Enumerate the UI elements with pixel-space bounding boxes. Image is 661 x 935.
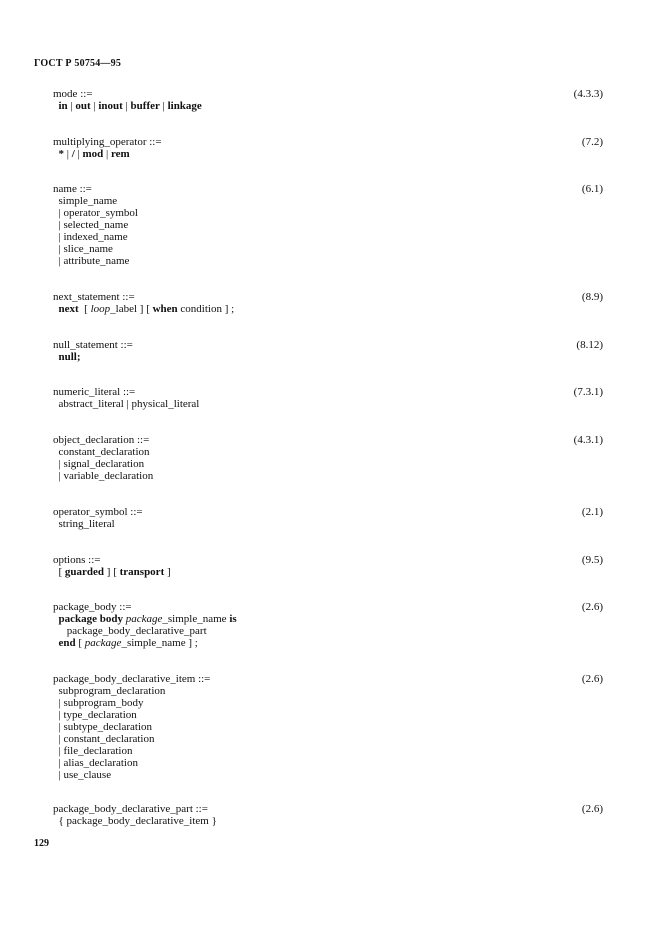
italic-prefix: package — [125, 613, 163, 625]
rule-line — [53, 745, 613, 757]
keyword: guarded — [64, 566, 105, 578]
rule-line — [53, 733, 613, 745]
rule-name: object_declaration ::= — [53, 434, 150, 446]
rule-body — [53, 398, 613, 410]
rule-ref: (4.3.3) — [573, 88, 603, 100]
rule-1 — [53, 136, 613, 160]
rule-line — [53, 398, 613, 410]
keyword: in — [53, 100, 68, 112]
rule-body — [53, 815, 613, 827]
text-run: | — [64, 148, 72, 160]
text-run: ] [ — [104, 566, 120, 578]
rule-line — [53, 470, 613, 482]
rule-name: numeric_literal ::= — [53, 386, 136, 398]
text-run: | constant_declaration — [53, 733, 155, 745]
rule-name: package_body_declarative_part ::= — [53, 803, 208, 815]
rule-body — [53, 685, 613, 781]
text-run: | — [67, 100, 76, 112]
rule-line — [53, 518, 613, 530]
keyword: * — [53, 148, 64, 160]
keyword: is — [229, 613, 237, 625]
text-run: constant_declaration — [53, 446, 150, 458]
text-run: | indexed_name — [53, 231, 128, 243]
rule-ref: (4.3.1) — [573, 434, 603, 446]
text-run: | — [159, 100, 168, 112]
rule-0 — [53, 88, 613, 112]
text-run: simple_name — [53, 195, 118, 207]
rule-name: next_statement ::= — [53, 291, 135, 303]
rule-line — [53, 769, 613, 781]
rule-line — [53, 685, 613, 697]
rule-line — [53, 231, 613, 243]
rule-ref: (7.3.1) — [573, 386, 603, 398]
rule-4 — [53, 339, 613, 363]
text-run: | type_declaration — [53, 709, 137, 721]
keyword: null; — [53, 351, 81, 363]
rule-6 — [53, 434, 613, 482]
rule-line — [53, 207, 613, 219]
text-run: | use_clause — [53, 769, 112, 781]
text-run: | slice_name — [53, 243, 113, 255]
text-run: | attribute_name — [53, 255, 130, 267]
rule-8 — [53, 554, 613, 578]
rule-name: name ::= — [53, 183, 92, 195]
rule-3 — [53, 291, 613, 315]
rule-ref: (9.5) — [581, 554, 603, 566]
keyword: when — [152, 303, 178, 315]
text-run: ] — [164, 566, 171, 578]
rule-name: null_statement ::= — [53, 339, 133, 351]
rule-line — [53, 721, 613, 733]
rule-body — [53, 303, 613, 315]
rule-line — [53, 458, 613, 470]
rule-10 — [53, 673, 613, 781]
rule-line — [53, 100, 613, 112]
text-run: | alias_declaration — [53, 757, 138, 769]
rule-5 — [53, 386, 613, 410]
rule-ref: (2.6) — [581, 673, 603, 685]
text-run: _simple_name — [162, 613, 230, 625]
rule-ref: (6.1) — [581, 183, 603, 195]
text-run: string_literal — [53, 518, 115, 530]
keyword: / — [71, 148, 75, 160]
rule-2 — [53, 183, 613, 267]
rule-line — [53, 446, 613, 458]
rule-ref: (2.1) — [581, 506, 603, 518]
text-run: _label ] [ — [110, 303, 153, 315]
text-run: | — [90, 100, 99, 112]
rule-name: mode ::= — [53, 88, 93, 100]
rule-line — [53, 219, 613, 231]
text-run: | selected_name — [53, 219, 129, 231]
keyword: next — [53, 303, 79, 315]
rule-line — [53, 757, 613, 769]
rule-line — [53, 566, 613, 578]
text-run: subprogram_declaration — [53, 685, 166, 697]
rule-line — [53, 148, 613, 160]
text-run: | variable_declaration — [53, 470, 154, 482]
rule-line — [53, 815, 613, 827]
text-run: | subprogram_body — [53, 697, 144, 709]
rule-name: operator_symbol ::= — [53, 506, 143, 518]
keyword: package body — [53, 613, 123, 625]
keyword: mod — [82, 148, 104, 160]
text-run: | — [122, 100, 131, 112]
rule-ref: (8.12) — [576, 339, 603, 351]
keyword: rem — [110, 148, 130, 160]
text-run: | — [74, 148, 83, 160]
rule-line — [53, 637, 613, 649]
rule-body — [53, 613, 613, 649]
keyword: inout — [98, 100, 123, 112]
rule-name: options ::= — [53, 554, 101, 566]
rule-body — [53, 100, 613, 112]
keyword: transport — [119, 566, 165, 578]
rule-line — [53, 709, 613, 721]
rule-body — [53, 351, 613, 363]
text-run: package_body_declarative_part — [53, 625, 207, 637]
rule-line — [53, 613, 613, 625]
keyword: buffer — [130, 100, 160, 112]
text-run: _simple_name ] ; — [121, 637, 198, 649]
text-run: { package_body_declarative_item } — [53, 815, 217, 827]
rule-body — [53, 148, 613, 160]
text-run: | file_declaration — [53, 745, 133, 757]
rule-line — [53, 243, 613, 255]
text-run: | — [103, 148, 111, 160]
italic-prefix: loop — [90, 303, 111, 315]
rule-line — [53, 195, 613, 207]
text-run: [ — [75, 637, 85, 649]
italic-prefix: package — [84, 637, 122, 649]
rule-line — [53, 303, 613, 315]
keyword: end — [53, 637, 76, 649]
rule-body — [53, 195, 613, 267]
text-run: abstract_literal | physical_literal — [53, 398, 200, 410]
rule-ref: (8.9) — [581, 291, 603, 303]
text-run: [ — [78, 303, 91, 315]
rule-ref: (7.2) — [581, 136, 603, 148]
rule-body — [53, 566, 613, 578]
rule-line — [53, 625, 613, 637]
page-number: 129 — [34, 838, 49, 849]
rule-9 — [53, 601, 613, 649]
rule-body — [53, 446, 613, 482]
rule-ref: (2.6) — [581, 601, 603, 613]
text-run: | subtype_declaration — [53, 721, 153, 733]
rule-body — [53, 518, 613, 530]
rule-line — [53, 255, 613, 267]
rule-11 — [53, 803, 613, 827]
rule-name: package_body ::= — [53, 601, 132, 613]
rule-line — [53, 351, 613, 363]
text-run: [ — [53, 566, 65, 578]
document-header: ГОСТ Р 50754—95 — [34, 58, 122, 69]
rule-ref: (2.6) — [581, 803, 603, 815]
rule-line — [53, 697, 613, 709]
rule-7 — [53, 506, 613, 530]
rule-name: package_body_declarative_item ::= — [53, 673, 211, 685]
text-run: condition ] ; — [177, 303, 235, 315]
keyword: out — [75, 100, 91, 112]
keyword: linkage — [167, 100, 202, 112]
text-run: | operator_symbol — [53, 207, 138, 219]
rule-name: multiplying_operator ::= — [53, 136, 162, 148]
text-run: | signal_declaration — [53, 458, 145, 470]
